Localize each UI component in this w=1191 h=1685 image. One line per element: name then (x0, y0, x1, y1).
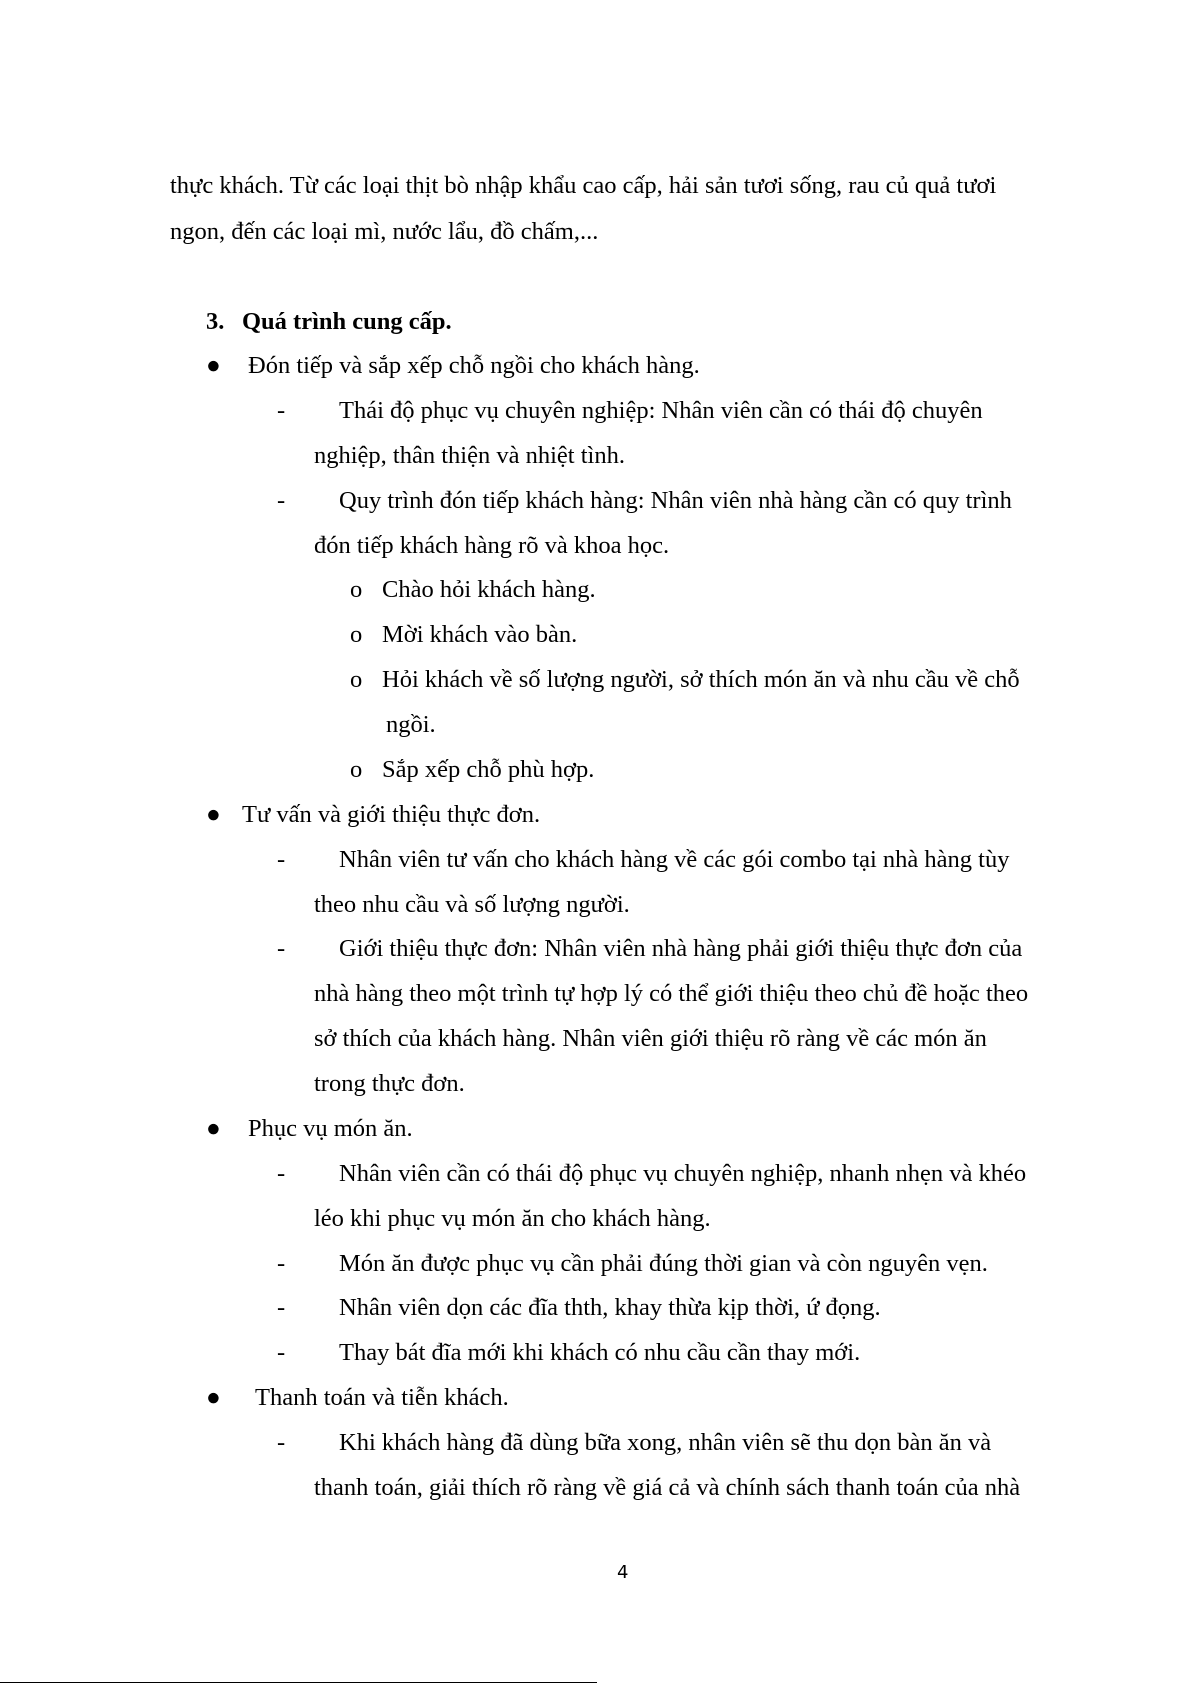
footer-divider (0, 1682, 597, 1683)
section-title: Quá trình cung cấp. (242, 308, 452, 335)
bullet-3-heading: Phục vụ món ăn. (248, 1115, 413, 1142)
dash-marker: - (277, 1339, 286, 1366)
bullet-4-heading: Thanh toán và tiễn khách. (255, 1384, 509, 1411)
bullet-3-dash-3: Nhân viên dọn các đĩa thth, khay thừa kịp thời, ứ đọng. (339, 1294, 881, 1321)
bullet-2-heading: Tư vấn và giới thiệu thực đơn. (242, 801, 541, 828)
intro-line-2: ngon, đến các loại mì, nước lẩu, đồ chấm,... (170, 218, 599, 245)
bullet-1-dash-1-line-1: Thái độ phục vụ chuyên nghiệp: Nhân viên cần có thái độ chuyên (339, 397, 983, 424)
dash-marker: - (277, 487, 286, 514)
bullet-3-dash-2: Món ăn được phục vụ cần phải đúng thời gian và còn nguyên vẹn. (339, 1250, 988, 1277)
bullet-1-dash-2-line-1: Quy trình đón tiếp khách hàng: Nhân viên nhà hàng cần có quy trình (339, 487, 1012, 514)
sub-marker: o (350, 666, 363, 693)
sub-item-2: Mời khách vào bàn. (382, 621, 578, 648)
dash-marker: - (277, 1250, 286, 1277)
intro-line-1: thực khách. Từ các loại thịt bò nhập khẩu cao cấp, hải sản tươi sống, rau củ quả tươi (170, 172, 997, 199)
dash-marker: - (277, 935, 286, 962)
bullet-3-dash-1-line-1: Nhân viên cần có thái độ phục vụ chuyên nghiệp, nhanh nhẹn và khéo (339, 1160, 1027, 1187)
bullet-1-dash-1-line-2: nghiệp, thân thiện và nhiệt tình. (314, 442, 625, 469)
bullet-2-dash-1-line-1: Nhân viên tư vấn cho khách hàng về các gói combo tại nhà hàng tùy (339, 846, 1010, 873)
sub-item-1: Chào hỏi khách hàng. (382, 576, 596, 603)
bullet-2-dash-2-line-1: Giới thiệu thực đơn: Nhân viên nhà hàng phải giới thiệu thực đơn của (339, 935, 1023, 962)
bullet-icon: ● (206, 1384, 221, 1411)
dash-marker: - (277, 1429, 286, 1456)
bullet-4-dash-1-line-2: thanh toán, giải thích rõ ràng về giá cả và chính sách thanh toán của nhà (314, 1474, 1021, 1501)
sub-marker: o (350, 576, 363, 603)
bullet-1-dash-2-line-2: đón tiếp khách hàng rõ và khoa học. (314, 532, 670, 559)
bullet-2-dash-2-line-4: trong thực đơn. (314, 1070, 465, 1097)
bullet-icon: ● (206, 801, 221, 828)
bullet-3-dash-4: Thay bát đĩa mới khi khách có nhu cầu cần thay mới. (339, 1339, 861, 1366)
bullet-2-dash-1-line-2: theo nhu cầu và số lượng người. (314, 891, 630, 918)
page-number: 4 (617, 1562, 629, 1583)
bullet-2-dash-2-line-3: sở thích của khách hàng. Nhân viên giới thiệu rõ ràng về các món ăn (314, 1025, 987, 1052)
bullet-icon: ● (206, 1115, 221, 1142)
dash-marker: - (277, 1294, 286, 1321)
sub-item-3-line-1: Hỏi khách về số lượng người, sở thích món ăn và nhu cầu về chỗ (382, 666, 1020, 693)
bullet-4-dash-1-line-1: Khi khách hàng đã dùng bữa xong, nhân viên sẽ thu dọn bàn ăn và (339, 1429, 992, 1456)
sub-item-3-line-2: ngồi. (386, 711, 436, 738)
sub-marker: o (350, 621, 363, 648)
bullet-1-heading: Đón tiếp và sắp xếp chỗ ngồi cho khách hàng. (248, 352, 700, 379)
dash-marker: - (277, 397, 286, 424)
sub-marker: o (350, 756, 363, 783)
bullet-2-dash-2-line-2: nhà hàng theo một trình tự hợp lý có thể giới thiệu theo chủ đề hoặc theo (314, 980, 1029, 1007)
sub-item-4: Sắp xếp chỗ phù hợp. (382, 756, 595, 783)
bullet-3-dash-1-line-2: léo khi phục vụ món ăn cho khách hàng. (314, 1205, 711, 1232)
bullet-icon: ● (206, 352, 221, 379)
section-number: 3. (206, 308, 225, 335)
dash-marker: - (277, 1160, 286, 1187)
dash-marker: - (277, 846, 286, 873)
